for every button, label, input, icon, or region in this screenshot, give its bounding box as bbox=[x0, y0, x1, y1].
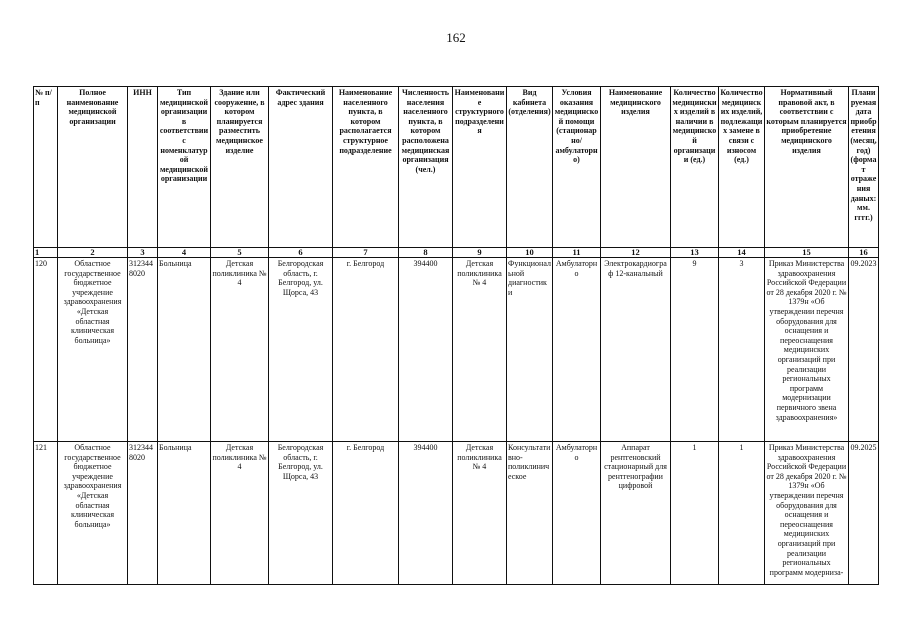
cell-address: Белгородская область, г. Белгород, ул. Щорса, 43 bbox=[269, 258, 333, 442]
col-header: Наименование медицинского изделия bbox=[601, 87, 671, 248]
col-header: Количество медицинских изделий, подлежащих замене в связи с износом (ед.) bbox=[719, 87, 765, 248]
col-header: Наименование населенного пункта, в котором располагается структурное подразделение bbox=[333, 87, 399, 248]
column-number-row bbox=[34, 248, 879, 258]
cell-organization: Областное государственное бюджетное учреждение здравоохранения «Детская областная клиническая больница» bbox=[58, 258, 128, 442]
column-number: 11 bbox=[553, 248, 601, 258]
cell-number: 120 bbox=[34, 258, 58, 442]
cell-device-name: Аппарат рентгеновский стационарный для рентгенографии цифровой bbox=[601, 442, 671, 585]
column-number: 16 bbox=[849, 248, 879, 258]
column-number: 3 bbox=[128, 248, 158, 258]
page-number: 162 bbox=[446, 30, 466, 45]
cell-qty-available: 1 bbox=[671, 442, 719, 585]
cell-settlement: г. Белгород bbox=[333, 442, 399, 585]
column-number: 5 bbox=[211, 248, 269, 258]
col-header: Тип медицинской организации в соответствии с номенклатурой медицинской организации bbox=[158, 87, 211, 248]
cell-population: 394400 bbox=[399, 258, 453, 442]
cell-org-type: Больница bbox=[158, 442, 211, 585]
cell-qty-available: 9 bbox=[671, 258, 719, 442]
column-number: 10 bbox=[507, 248, 553, 258]
column-number: 1 bbox=[34, 248, 58, 258]
header-row bbox=[34, 87, 879, 248]
col-header: Здание или сооружение, в котором планируется разместить медицинское изделие bbox=[211, 87, 269, 248]
equipment-table bbox=[33, 86, 879, 585]
column-number: 8 bbox=[399, 248, 453, 258]
cell-purchase-date: 09.2023 bbox=[849, 258, 879, 442]
cell-population: 394400 bbox=[399, 442, 453, 585]
table-row bbox=[34, 258, 879, 442]
cell-inn: 3123448020 bbox=[128, 258, 158, 442]
cell-subdivision: Детская поликлиника № 4 bbox=[453, 258, 507, 442]
cell-care-conditions: Амбулаторно bbox=[553, 442, 601, 585]
cell-number: 121 bbox=[34, 442, 58, 585]
cell-purchase-date: 09.2025 bbox=[849, 442, 879, 585]
cell-cabinet-type: Функциональной диагностики bbox=[507, 258, 553, 442]
col-header: Полное наименование медицинской организации bbox=[58, 87, 128, 248]
col-header: Вид кабинета (отделения) bbox=[507, 87, 553, 248]
column-number: 6 bbox=[269, 248, 333, 258]
col-header: Нормативный правовой акт, в соответствии с которым планируется приобретение медицинского изделия bbox=[765, 87, 849, 248]
cell-building: Детская поликлиника № 4 bbox=[211, 258, 269, 442]
column-number: 13 bbox=[671, 248, 719, 258]
column-number: 14 bbox=[719, 248, 765, 258]
col-header: Количество медицинских изделий в наличии в медицинской организации (ед.) bbox=[671, 87, 719, 248]
table-row bbox=[34, 442, 879, 585]
cell-qty-replace: 1 bbox=[719, 442, 765, 585]
cell-legal-act: Приказ Министерства здравоохранения Российской Федерации от 28 декабря 2020 г. № 1379н «Об утверждении перечня оборудования для оснащения и переоснащения медицинских организаций при реализации региональных программ модерниза- bbox=[765, 442, 849, 585]
cell-subdivision: Детская поликлиника № 4 bbox=[453, 442, 507, 585]
column-number: 9 bbox=[453, 248, 507, 258]
cell-care-conditions: Амбулаторно bbox=[553, 258, 601, 442]
cell-legal-act: Приказ Министерства здравоохранения Российской Федерации от 28 декабря 2020 г. № 1379н «Об утверждении перечня оборудования для оснащения и переоснащения медицинских организаций при реализации региональных программ модернизации первичного звена здравоохранения» bbox=[765, 258, 849, 442]
col-header: Численность населения населенного пункта, в котором расположена медицинская организация (чел.) bbox=[399, 87, 453, 248]
col-header: Наименование структурного подразделения bbox=[453, 87, 507, 248]
col-header: ИНН bbox=[128, 87, 158, 248]
cell-address: Белгородская область, г. Белгород, ул. Щорса, 43 bbox=[269, 442, 333, 585]
cell-organization: Областное государственное бюджетное учреждение здравоохранения «Детская областная клиническая больница» bbox=[58, 442, 128, 585]
col-header: Фактический адрес здания bbox=[269, 87, 333, 248]
cell-cabinet-type: Консультативно-поликлиническое bbox=[507, 442, 553, 585]
col-header: № п/п bbox=[34, 87, 58, 248]
col-header: Планируемая дата приобретения (месяц, год) (формат отражения даных: мм. гггг.) bbox=[849, 87, 879, 248]
cell-building: Детская поликлиника № 4 bbox=[211, 442, 269, 585]
cell-qty-replace: 3 bbox=[719, 258, 765, 442]
column-number: 15 bbox=[765, 248, 849, 258]
col-header: Условия оказания медицинской помощи (стационарно/ амбулаторно) bbox=[553, 87, 601, 248]
column-number: 4 bbox=[158, 248, 211, 258]
cell-device-name: Электрокардиограф 12-канальный bbox=[601, 258, 671, 442]
cell-org-type: Больница bbox=[158, 258, 211, 442]
cell-settlement: г. Белгород bbox=[333, 258, 399, 442]
column-number: 12 bbox=[601, 248, 671, 258]
column-number: 2 bbox=[58, 248, 128, 258]
column-number: 7 bbox=[333, 248, 399, 258]
cell-inn: 3123448020 bbox=[128, 442, 158, 585]
